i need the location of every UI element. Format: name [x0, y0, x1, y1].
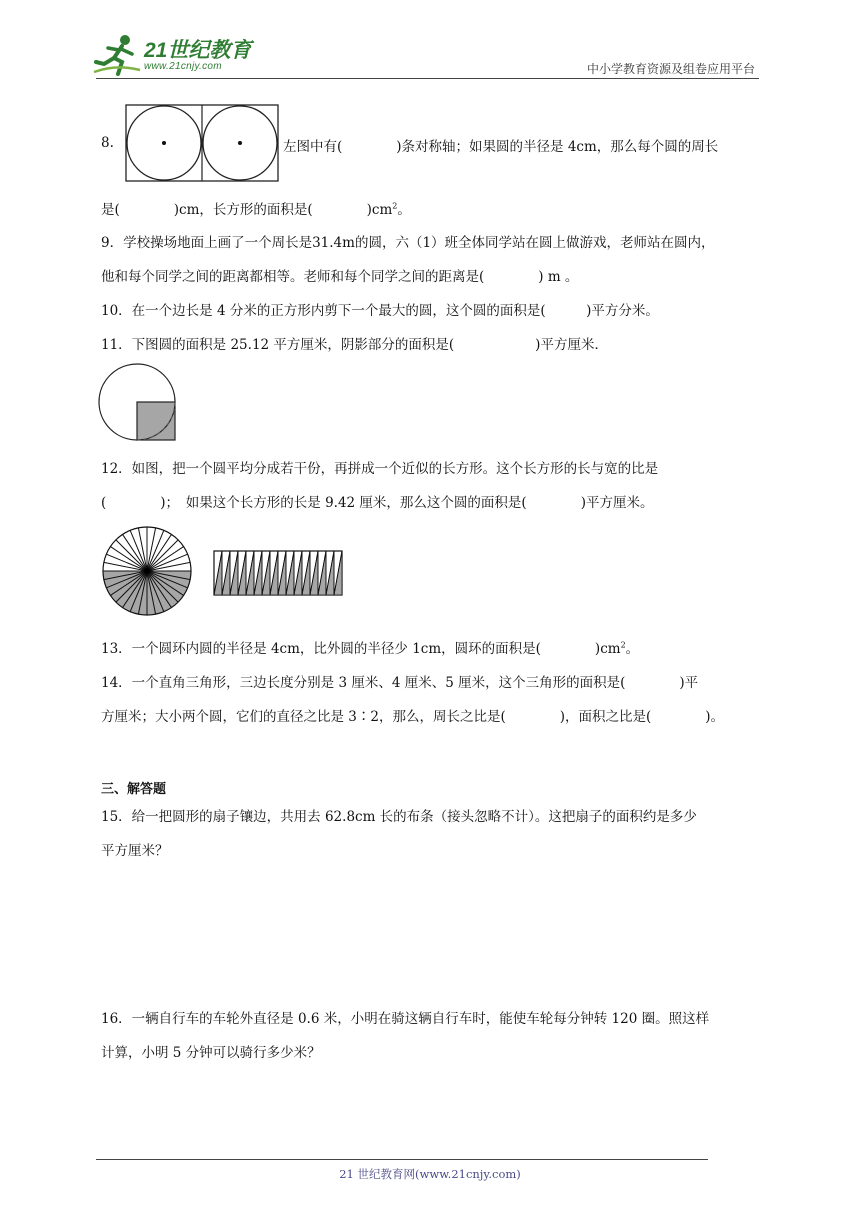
- q14-line2: 方厘米；大小两个圆，它们的直径之比是 3∶2，那么，周长之比是( )，面积之比是( )。: [101, 709, 725, 725]
- q8-line1: 左图中有( )条对称轴；如果圆的半径是 4cm，那么每个圆的周长: [283, 139, 719, 155]
- header-divider: [96, 78, 759, 79]
- site-logo: [92, 34, 262, 80]
- q9-line1: 9．学校操场地面上画了一个周长是31.4m的圆，六（1）班全体同学站在圆上做游戏，老师站在圆内，: [101, 235, 715, 251]
- logo-title: 21世纪教育: [144, 39, 252, 62]
- q10-line1: 10．在一个边长是 4 分米的正方形内剪下一个最大的圆，这个圆的面积是( )平方分米。: [101, 303, 659, 319]
- q12-rectangle-figure: [212, 549, 344, 597]
- q15-line1: 15．给一把圆形的扇子镶边，共用去 62.8cm 长的布条（接头忽略不计）。这把扇子的面积约是多少: [101, 809, 697, 825]
- section-heading: 三、解答题: [101, 782, 167, 797]
- q8-line2: 是( )cm，长方形的面积是( )$cm^2$。: [101, 201, 411, 218]
- q15-line2: 平方厘米？: [101, 843, 169, 859]
- q13-line1: 13．一个圆环内圆的半径是 4cm，比外圆的半径少 1cm，圆环的面积是( )$cm^2$。: [101, 640, 640, 657]
- header-platform-text: 中小学教育资源及组卷应用平台: [586, 62, 755, 76]
- q16-line1: 16．一辆自行车的车轮外直径是 0.6 米，小明在骑这辆自行车时，能使车轮每分钟转 120 圈。照这样: [101, 1011, 710, 1027]
- q14-line1: 14．一个直角三角形，三边长度分别是 3 厘米、4 厘米、5 厘米，这个三角形的面积是( )平: [101, 675, 699, 691]
- q11-circle-figure: [97, 362, 179, 444]
- logo-url: www.21cnjy.com: [144, 61, 222, 72]
- footer-text: 21 世纪教育网(www.21cnjy.com): [339, 1167, 521, 1181]
- q12-sector-line: [147, 540, 178, 571]
- q12-sector-line: [116, 540, 147, 571]
- q8-number: 8.: [101, 135, 114, 151]
- q16-line2: 计算，小明 5 分钟可以骑行多少米？: [101, 1045, 321, 1061]
- q12-line2: ( )； 如果这个长方形的长是 9.42 厘米，那么这个圆的面积是( )平方厘米。: [101, 495, 654, 511]
- q12-line1: 12．如图，把一个圆平均分成若干份，再拼成一个近似的长方形。这个长方形的长与宽的比是: [101, 461, 659, 477]
- runner-logo-icon: [92, 34, 142, 78]
- q11-line1: 11．下图圆的面积是 25.12 平方厘米，阴影部分的面积是( )平方厘米．: [101, 337, 608, 353]
- q12-sector-circle-figure: [101, 525, 193, 617]
- q8-circles-figure: [125, 104, 279, 182]
- q9-line2: 他和每个同学之间的距离都相等。老师和每个同学之间的距离是( ) m 。: [101, 269, 579, 285]
- footer-divider: [96, 1159, 708, 1160]
